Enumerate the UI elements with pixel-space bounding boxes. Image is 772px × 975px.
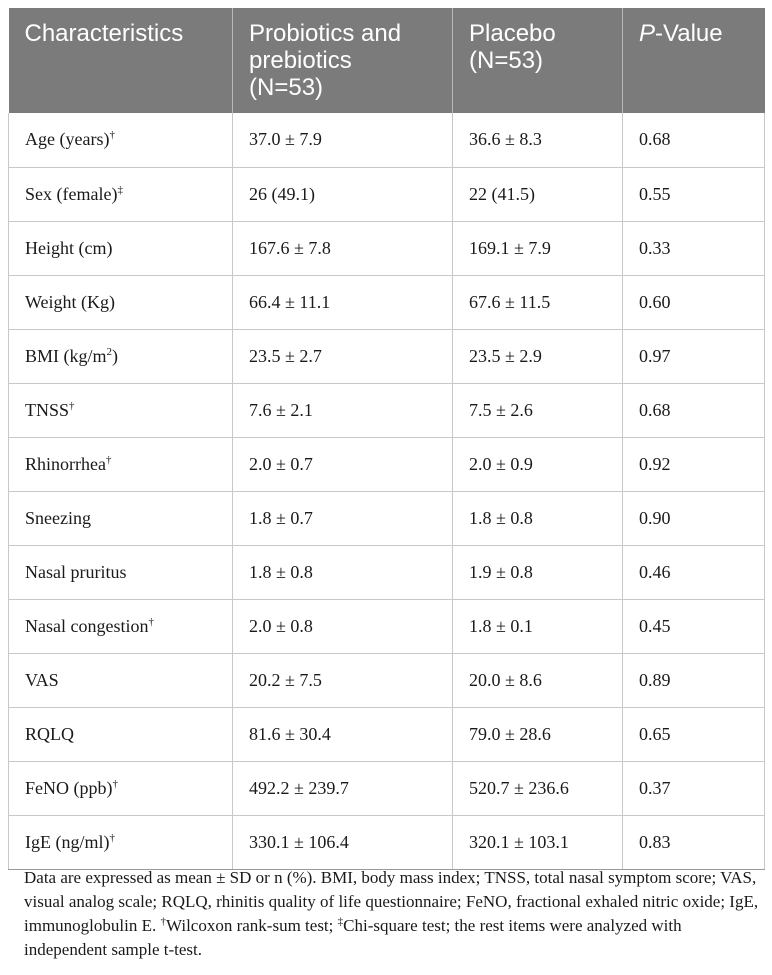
test-footnote-mark: †: [148, 615, 154, 628]
characteristic-label-tail: ): [112, 345, 119, 366]
table-row: [9, 761, 765, 815]
placebo-value: 20.0 ± 8.6: [453, 653, 623, 707]
p-value: 0.89: [623, 653, 765, 707]
table-row: [9, 707, 765, 761]
placebo-value: 36.6 ± 8.3: [453, 113, 623, 167]
row-characteristic: [9, 329, 233, 383]
table-row: [9, 167, 765, 221]
footnote-text-3: Chi-square test; the rest items were analyzed with independent sample t-test.: [24, 916, 682, 959]
p-value: 0.55: [623, 167, 765, 221]
probiotics-value: 20.2 ± 7.5: [233, 653, 453, 707]
test-footnote-mark: †: [109, 831, 115, 844]
p-value: 0.45: [623, 599, 765, 653]
row-characteristic: [9, 491, 233, 545]
table-footnote: [8, 866, 764, 962]
probiotics-value: 330.1 ± 106.4: [233, 815, 453, 869]
table-body: [9, 113, 765, 869]
characteristic-label: Sneezing: [25, 507, 91, 528]
header-row: [9, 8, 765, 113]
characteristic-label: Nasal congestion: [25, 615, 149, 636]
table-row: [9, 221, 765, 275]
table-row: [9, 599, 765, 653]
test-footnote-mark: †: [105, 453, 112, 466]
table-header: [9, 8, 765, 113]
p-value: 0.60: [623, 275, 765, 329]
header-placebo-group: [453, 8, 623, 113]
header-probiotics-group: [233, 8, 453, 113]
row-characteristic: [9, 437, 233, 491]
placebo-value: 22 (41.5): [453, 167, 623, 221]
characteristic-label: Rhinorrhea: [25, 453, 106, 474]
test-footnote-mark: †: [109, 129, 115, 142]
placebo-value: 320.1 ± 103.1: [453, 815, 623, 869]
placebo-value: 1.8 ± 0.1: [453, 599, 623, 653]
header-characteristics: [9, 8, 233, 113]
placebo-value: 79.0 ± 28.6: [453, 707, 623, 761]
row-characteristic: [9, 167, 233, 221]
baseline-characteristics-table: [8, 8, 765, 870]
characteristic-label: BMI (kg/m: [25, 345, 107, 366]
characteristic-label: RQLQ: [25, 723, 74, 744]
header-probiotics-line3: (N=53): [249, 74, 324, 101]
header-placebo-line2: (N=53): [469, 47, 544, 74]
probiotics-value: 7.6 ± 2.1: [233, 383, 453, 437]
table-row: [9, 383, 765, 437]
table-row: [9, 275, 765, 329]
characteristic-label: FeNO (ppb): [25, 777, 113, 798]
placebo-value: 520.7 ± 236.6: [453, 761, 623, 815]
p-value: 0.33: [623, 221, 765, 275]
footnote-text-2: Wilcoxon rank-sum test;: [165, 916, 338, 935]
test-footnote-mark: †: [112, 777, 118, 790]
unit-superscript: 2: [106, 345, 113, 358]
probiotics-value: 167.6 ± 7.8: [233, 221, 453, 275]
p-value: 0.68: [623, 383, 765, 437]
table-row: [9, 815, 765, 869]
characteristic-label: Height (cm): [25, 237, 113, 258]
characteristic-label: Age (years): [25, 129, 110, 150]
footnote-dagger-mark: †: [160, 915, 166, 928]
placebo-value: 1.9 ± 0.8: [453, 545, 623, 599]
probiotics-value: 37.0 ± 7.9: [233, 113, 453, 167]
characteristic-label: VAS: [25, 669, 59, 690]
row-characteristic: [9, 383, 233, 437]
header-probiotics-line1: Probiotics and: [249, 20, 402, 47]
probiotics-value: 66.4 ± 11.1: [233, 275, 453, 329]
characteristic-label: Sex (female): [25, 183, 118, 204]
header-characteristics-label: Characteristics: [24, 20, 184, 47]
probiotics-value: 2.0 ± 0.7: [233, 437, 453, 491]
table-row: [9, 653, 765, 707]
placebo-value: 2.0 ± 0.9: [453, 437, 623, 491]
row-characteristic: [9, 653, 233, 707]
placebo-value: 23.5 ± 2.9: [453, 329, 623, 383]
p-value: 0.46: [623, 545, 765, 599]
placebo-value: 7.5 ± 2.6: [453, 383, 623, 437]
header-p-value-rest: -Value: [655, 20, 723, 47]
characteristic-label: Nasal pruritus: [25, 561, 127, 582]
header-probiotics-line2: prebiotics: [249, 47, 352, 74]
p-value: 0.97: [623, 329, 765, 383]
probiotics-value: 26 (49.1): [233, 167, 453, 221]
probiotics-value: 23.5 ± 2.7: [233, 329, 453, 383]
footnote-text-1: Data are expressed as mean ± SD or n (%). BMI, body mass index; TNSS, total nasal symptom score; VAS, visual analog scale; RQLQ, rhinitis quality of life questionnaire; FeNO, fractional exhaled nitric oxide; IgE, immunoglobulin E.: [24, 868, 759, 935]
p-value: 0.83: [623, 815, 765, 869]
row-characteristic: [9, 707, 233, 761]
p-value: 0.90: [623, 491, 765, 545]
row-characteristic: [9, 599, 233, 653]
footnote-double-dagger-mark: ‡: [337, 915, 344, 928]
header-p-value: [623, 8, 765, 113]
placebo-value: 169.1 ± 7.9: [453, 221, 623, 275]
row-characteristic: [9, 761, 233, 815]
header-placebo-line1: Placebo: [469, 20, 556, 47]
probiotics-value: 1.8 ± 0.8: [233, 545, 453, 599]
placebo-value: 67.6 ± 11.5: [453, 275, 623, 329]
probiotics-value: 1.8 ± 0.7: [233, 491, 453, 545]
row-characteristic: [9, 275, 233, 329]
table-row: [9, 329, 765, 383]
characteristic-label: Weight (Kg): [25, 291, 116, 312]
probiotics-value: 2.0 ± 0.8: [233, 599, 453, 653]
probiotics-value: 492.2 ± 239.7: [233, 761, 453, 815]
row-characteristic: [9, 113, 233, 167]
test-footnote-mark: ‡: [117, 183, 123, 196]
p-value: 0.68: [623, 113, 765, 167]
characteristic-label: TNSS: [25, 399, 70, 420]
p-value: 0.65: [623, 707, 765, 761]
table-row: [9, 113, 765, 167]
table-row: [9, 545, 765, 599]
test-footnote-mark: †: [69, 399, 75, 412]
row-characteristic: [9, 815, 233, 869]
header-p-value-italic: P: [639, 20, 656, 47]
table-row: [9, 437, 765, 491]
row-characteristic: [9, 221, 233, 275]
probiotics-value: 81.6 ± 30.4: [233, 707, 453, 761]
row-characteristic: [9, 545, 233, 599]
table-container: [8, 8, 764, 870]
p-value: 0.37: [623, 761, 765, 815]
p-value: 0.92: [623, 437, 765, 491]
table-row: [9, 491, 765, 545]
placebo-value: 1.8 ± 0.8: [453, 491, 623, 545]
characteristic-label: IgE (ng/ml): [25, 831, 110, 852]
